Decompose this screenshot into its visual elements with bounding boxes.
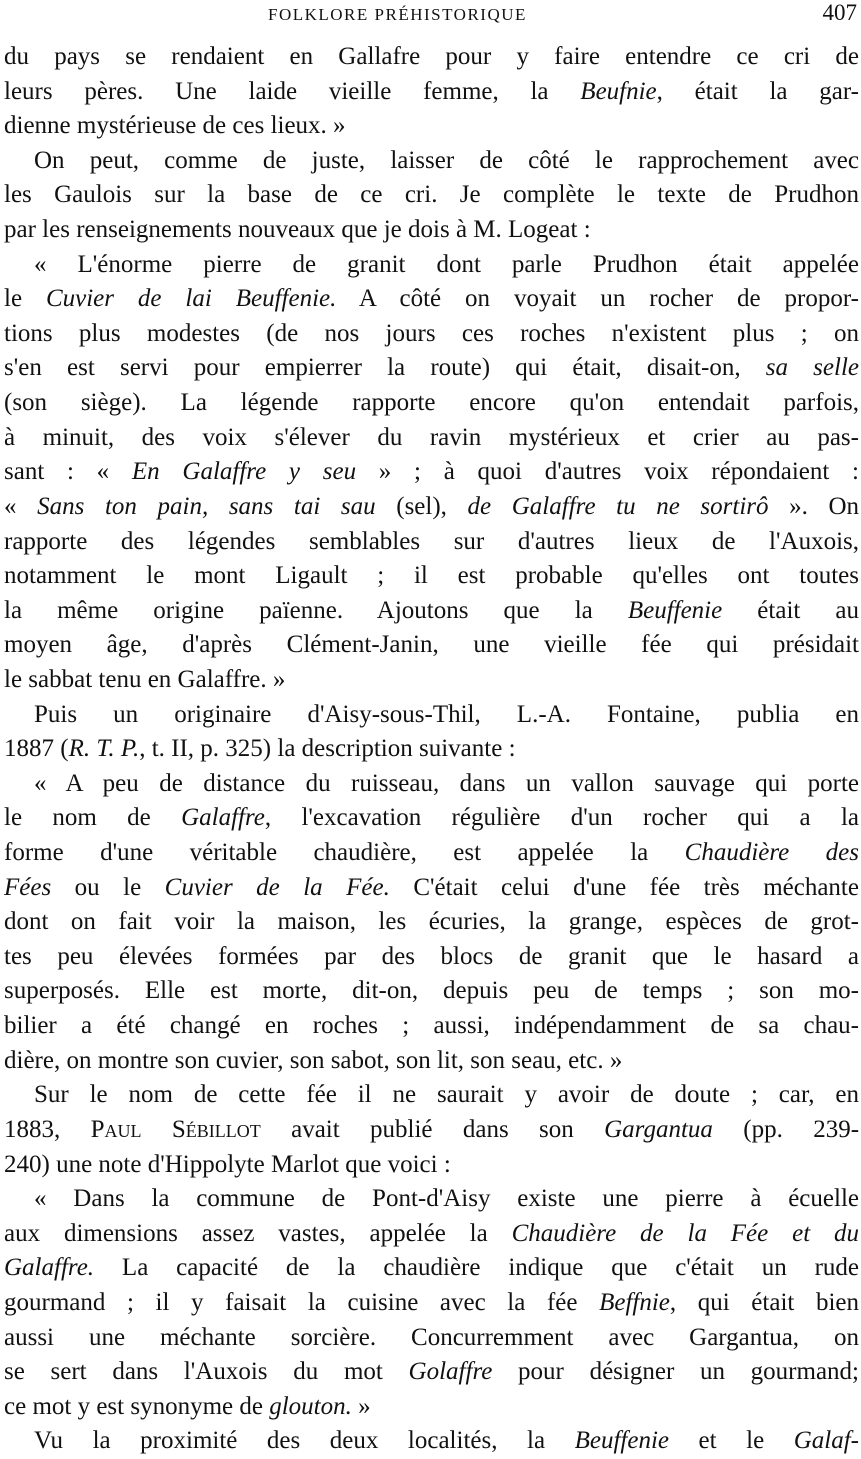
text-segment: 240) une note d'Hippolyte Marlot que voici :	[4, 1150, 451, 1178]
small-caps-segment: Paul Sébillot	[90, 1115, 261, 1143]
text-segment: C'était celui d'une fée très méchante	[389, 873, 859, 901]
text-segment: gourmand ; il y faisait la cuisine avec la fée	[4, 1288, 600, 1316]
text-line	[4, 559, 859, 594]
text-segment: du pays se rendaient en Gallafre pour y faire entendre ce cri de	[4, 43, 859, 70]
text-line	[4, 1217, 859, 1252]
running-title: FOLKLORE PRÉHISTORIQUE	[268, 5, 527, 24]
text-line	[4, 732, 859, 767]
text-segment: notamment le mont Ligault ; il est probable qu'elles ont toutes	[4, 562, 859, 590]
text-segment: les Gaulois sur la base de ce cri. Je complète le texte de Prudhon	[4, 181, 859, 209]
text-segment: »	[351, 1392, 371, 1420]
text-segment: forme d'une véritable chaudière, est appelée la	[4, 839, 685, 867]
text-segment: avait publié dans son	[260, 1115, 605, 1143]
italic-segment: Galaffre.	[4, 1254, 95, 1282]
text-segment: 1883,	[4, 1115, 91, 1143]
text-line	[4, 1355, 859, 1390]
text-segment: tions plus modestes (de nos jours ces roches n'existent plus ; on	[4, 319, 859, 347]
text-line	[4, 144, 859, 179]
italic-segment: Chaudière des	[684, 839, 859, 867]
text-segment: » ; à quoi d'autres voix répondaient :	[356, 458, 859, 486]
text-segment: superposés. Elle est morte, dit-on, depuis peu de temps ; son mo-	[4, 977, 859, 1005]
text-segment: (son siège). La légende rapporte encore qu'on entendait parfois,	[4, 389, 859, 417]
text-segment: ou le	[51, 873, 165, 901]
text-line	[4, 940, 859, 975]
text-segment: , qui était bien	[669, 1288, 859, 1316]
text-line	[4, 178, 859, 213]
text-segment: « Dans la commune de Pont-d'Aisy existe une pierre à écuelle	[34, 1185, 859, 1213]
page-header	[0, 0, 861, 36]
text-line	[4, 1113, 859, 1148]
text-segment: ». On	[768, 492, 859, 520]
italic-segment: Cuvier de la Fée.	[164, 873, 390, 901]
text-segment: dont on fait voir la maison, les écuries, la grange, espèces de grot-	[4, 908, 859, 936]
text-segment: ce mot y est synonyme de	[4, 1392, 270, 1420]
text-line	[4, 213, 859, 248]
text-segment: Vu la proximité des deux localités, la	[34, 1427, 575, 1455]
text-segment: (sel),	[375, 492, 468, 520]
text-line	[4, 628, 859, 663]
text-line	[4, 767, 859, 802]
text-segment: Puis un originaire d'Aisy-sous-Thil, L.-A. Fontaine, publia en	[34, 700, 859, 728]
text-line	[4, 1286, 859, 1321]
text-line	[4, 974, 859, 1009]
text-segment: On peut, comme de juste, laisser de côté le rapprochement avec	[34, 146, 859, 174]
text-segment: était au	[722, 596, 859, 624]
italic-segment: Sans ton pain, sans tai sau	[37, 492, 376, 520]
italic-segment: R. T. P.	[68, 735, 140, 763]
text-segment: aussi une méchante sorcière. Concurremment avec Gargantua, on	[4, 1323, 859, 1351]
text-segment: , t. II, p. 325) la description suivante :	[139, 735, 516, 763]
italic-segment: glouton.	[269, 1392, 352, 1420]
text-line	[4, 1078, 859, 1113]
text-line	[4, 836, 859, 871]
text-segment: le sabbat tenu en Galaffre. »	[4, 665, 286, 693]
text-segment: à minuit, des voix s'élever du ravin mystérieux et crier au pas-	[4, 423, 859, 451]
italic-segment: de Galaffre tu ne sortirô	[467, 492, 769, 520]
text-segment: bilier a été changé en roches ; aussi, indépendamment de sa chau-	[4, 1012, 859, 1040]
text-segment: « L'énorme pierre de granit dont parle Prudhon était appelée	[34, 250, 859, 278]
text-line	[4, 1044, 859, 1079]
text-segment: 1887 (	[4, 735, 69, 763]
text-segment: la même origine païenne. Ajoutons que la	[4, 596, 628, 624]
text-line	[4, 1148, 859, 1183]
text-segment: s'en est servi pour empierrer la route) qui était, disait-on,	[4, 354, 766, 382]
text-segment: leurs pères. Une laide vieille femme, la	[4, 77, 581, 105]
text-line	[4, 1182, 859, 1217]
text-segment: dière, on montre son cuvier, son sabot, son lit, son seau, etc. »	[4, 1046, 623, 1074]
text-segment: dienne mystérieuse de ces lieux. »	[4, 112, 346, 140]
text-line	[4, 663, 859, 698]
text-line	[4, 386, 859, 421]
text-line	[4, 1424, 859, 1459]
text-line	[4, 109, 859, 144]
text-line	[4, 490, 859, 525]
text-line	[4, 317, 859, 352]
text-line	[4, 1251, 859, 1286]
italic-segment: En Galaffre y seu	[131, 458, 357, 486]
text-segment: sant : «	[4, 458, 132, 486]
text-segment: «	[4, 492, 38, 520]
italic-segment: Golaffre	[408, 1358, 493, 1386]
text-segment: A côté on voyait un rocher de propor-	[336, 285, 859, 313]
text-segment: se sert dans l'Auxois du mot	[4, 1358, 409, 1386]
italic-segment: Gargantua	[604, 1115, 713, 1143]
text-line	[4, 421, 859, 456]
text-segment: le nom de	[4, 804, 182, 832]
text-line	[4, 801, 859, 836]
text-line	[4, 248, 859, 283]
text-line	[4, 871, 859, 906]
text-segment: « A peu de distance du ruisseau, dans un vallon sauvage qui porte	[34, 769, 859, 797]
text-segment: (pp. 239-	[712, 1115, 859, 1143]
page-number: 407	[822, 0, 857, 25]
italic-segment: sa selle	[765, 354, 859, 382]
text-segment: Sur le nom de cette fée il ne saurait y avoir de doute ; car, en	[34, 1081, 859, 1109]
text-segment: pour désigner un gourmand;	[492, 1358, 859, 1386]
text-line	[4, 1321, 859, 1356]
text-segment: , l'excavation régulière d'un rocher qui a la	[264, 804, 859, 832]
text-segment: le	[4, 285, 46, 313]
text-line	[4, 525, 859, 560]
body-text	[4, 40, 859, 1459]
text-segment: par les renseignements nouveaux que je dois à M. Logeat :	[4, 216, 591, 244]
italic-segment: Beufnie	[580, 77, 657, 105]
text-segment: La capacité de la chaudière indique que c'était un rude	[94, 1254, 859, 1282]
text-line	[4, 905, 859, 940]
text-segment: tes peu élevées formées par des blocs de granit que le hasard a	[4, 942, 859, 970]
italic-segment: Beuffenie	[574, 1427, 669, 1455]
text-segment: et le	[669, 1427, 794, 1455]
italic-segment: Beuffenie	[627, 596, 723, 624]
italic-segment: Galaffre	[181, 804, 265, 832]
text-line	[4, 40, 859, 75]
text-segment: , était la gar-	[656, 77, 859, 105]
text-segment: rapporte des légendes semblables sur d'autres lieux de l'Auxois,	[4, 527, 859, 555]
text-line	[4, 1009, 859, 1044]
italic-segment: Beffnie	[599, 1288, 670, 1316]
text-segment: aux dimensions assez vastes, appelée la	[4, 1219, 512, 1247]
text-line	[4, 455, 859, 490]
text-line	[4, 698, 859, 733]
text-line	[4, 1390, 859, 1425]
italic-segment: Chaudière de la Fée et du	[511, 1219, 859, 1247]
italic-segment: Galaf-	[793, 1427, 859, 1455]
text-line	[4, 594, 859, 629]
text-line	[4, 75, 859, 110]
italic-segment: Fées	[4, 873, 52, 901]
text-segment: moyen âge, d'après Clément-Janin, une vieille fée qui présidait	[4, 631, 859, 659]
text-line	[4, 282, 859, 317]
text-line	[4, 351, 859, 386]
italic-segment: Cuvier de lai Beuffenie.	[45, 285, 337, 313]
